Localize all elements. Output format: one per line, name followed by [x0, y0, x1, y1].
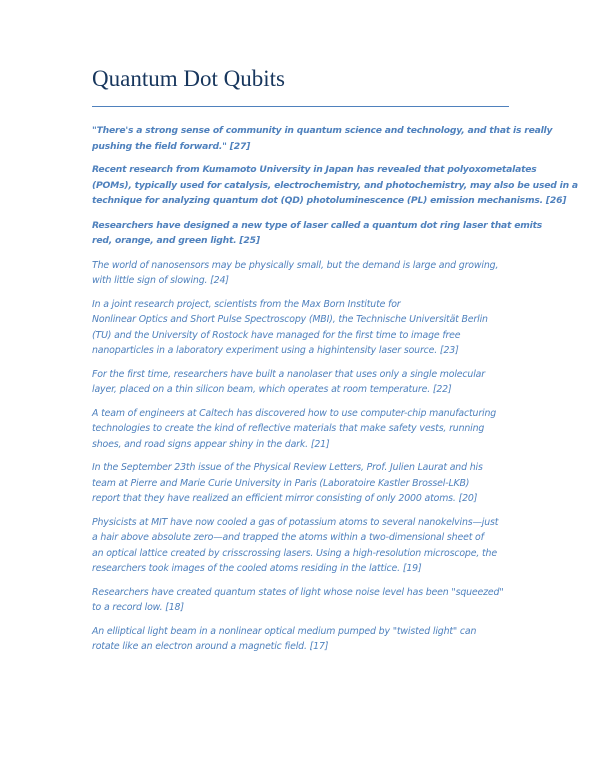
paragraph-line: technologies to create the kind of reflective materials that make safety vests, running: [92, 423, 485, 434]
paragraph-line: with little sign of slowing. [24]: [92, 275, 229, 286]
paragraph-line: The world of nanosensors may be physically small, but the demand is large and growing,: [92, 259, 499, 271]
paragraph-line: (POMs), typically used for catalysis, electrochemistry, and photochemistry, may also be used in a: [92, 179, 578, 191]
paragraph: [92, 218, 543, 249]
paragraph-line: researchers took images of the cooled atoms residing in the lattice. [19]: [92, 563, 422, 574]
paragraph: [92, 367, 522, 398]
title-divider: [92, 106, 509, 107]
paragraph: [92, 297, 522, 359]
paragraph: [92, 624, 522, 655]
paragraph-line: rotate like an electron around a magnetic field. [17]: [92, 641, 329, 652]
paragraph-line: (TU) and the University of Rostock have managed for the first time to image free: [92, 329, 461, 341]
paragraph-line: For the first time, researchers have built a nanolaser that uses only a single molecular: [92, 368, 485, 380]
paragraph: [92, 585, 522, 616]
paragraph: [92, 460, 522, 507]
paragraph-line: team at Pierre and Marie Curie University in Paris (Laboratoire Kastler Brossel-LKB): [92, 477, 470, 489]
paragraph-line: "There's a strong sense of community in quantum science and technology, and that is really: [92, 125, 553, 136]
paragraph-line: Physicists at MIT have now cooled a gas of potassium atoms to several nanokelvins—just: [92, 516, 499, 528]
paragraph-line: nanoparticles in a laboratory experiment using a highintensity laser source. [23]: [92, 345, 459, 356]
paragraph: [92, 162, 578, 209]
paragraph-line: Researchers have designed a new type of laser called a quantum dot ring laser that emits: [92, 219, 543, 231]
paragraph-line: Recent research from Kumamoto University in Japan has revealed that polyoxometalates: [92, 164, 537, 175]
paragraph-line: an optical lattice created by crisscrossing lasers. Using a high-resolution microscope, the: [92, 547, 497, 559]
page-title: Quantum Dot Qubits: [92, 66, 285, 91]
paragraph-line: a hair above absolute zero—and trapped the atoms within a two-dimensional sheet of: [92, 532, 484, 543]
paragraph: [92, 123, 553, 154]
paragraph: [92, 515, 522, 577]
paragraph-line: In a joint research project, scientists from the Max Born Institute for: [92, 298, 401, 310]
paragraph-line: technique for analyzing quantum dot (QD) photoluminescence (PL) emission mechanisms. [26]: [92, 195, 567, 206]
paragraph-line: shoes, and road signs appear shiny in the dark. [21]: [92, 438, 330, 450]
paragraph-line: A team of engineers at Caltech has discovered how to use computer-chip manufacturing: [92, 407, 497, 419]
paragraph: [92, 406, 522, 453]
article-body: [92, 123, 578, 663]
paragraph-line: Researchers have created quantum states of light whose noise level has been "squeezed": [92, 586, 504, 598]
paragraph: [92, 258, 522, 289]
paragraph-line: report that they have realized an efficient mirror consisting of only 2000 atoms. [20]: [92, 493, 478, 504]
paragraph-line: An elliptical light beam in a nonlinear optical medium pumped by "twisted light" can: [92, 625, 477, 637]
paragraph-line: In the September 23th issue of the Physical Review Letters, Prof. Julien Laurat and his: [92, 462, 483, 473]
paragraph-line: layer, placed on a thin silicon beam, which operates at room temperature. [22]: [92, 384, 452, 395]
paragraph-line: Nonlinear Optics and Short Pulse Spectroscopy (MBI), the Technische Universität Berlin: [92, 314, 488, 325]
paragraph-line: to a record low. [18]: [92, 602, 184, 613]
paragraph-line: red, orange, and green light. [25]: [92, 235, 260, 246]
paragraph-line: pushing the field forward." [27]: [92, 140, 251, 152]
